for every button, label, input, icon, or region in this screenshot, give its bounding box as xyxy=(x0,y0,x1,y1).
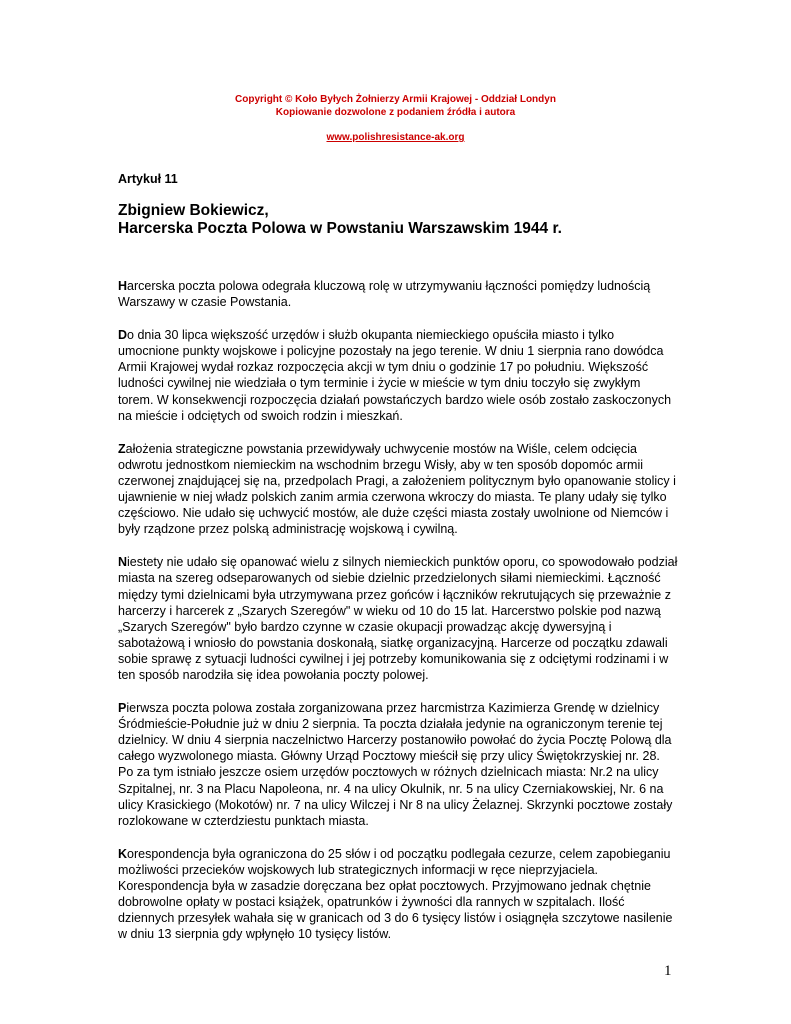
paragraph xyxy=(118,441,678,538)
paragraph xyxy=(118,554,678,683)
paragraph-text: o dnia 30 lipca większość urzędów i służb okupanta niemieckiego opuściła miasto i tylko umocnione punkty wojskowe i policyjne pozostały na jego terenie. W dniu 1 sierpnia rano dowódca Armii Krajowej wydał rozkaz rozpoczęcia akcji w tym dniu o godzinie 17 po południu. Większość ludności cywilnej nie wiedziała o tym terminie i życie w mieście w tym dniu toczyło się zwykłym torem. W konsekwencji rozpoczęcia działań powstańczych bardzo wiele osób zostało zaskoczonych na mieście i odciętych od swoich rodzin i mieszkań. xyxy=(118,328,672,423)
article-title: Harcerska Poczta Polowa w Powstaniu Warszawskim 1944 r. xyxy=(118,220,562,237)
article-label: Artykuł 11 xyxy=(118,172,178,186)
paragraph-text: ierwsza poczta polowa została zorganizowana przez harcmistrza Kazimierza Grendę w dzielnicy Śródmieście-Południe już w dniu 2 sierpnia. Ta poczta działała jedynie na ograniczonym terenie tej dzielnicy. W dniu 4 sierpnia naczelnictwo Harcerzy postanowiło powołać do życia Pocztę Polową dla całego wyzwolonego miasta. Główny Urząd Pocztowy mieścił się przy ulicy Świętokrzyskiej nr. 28. Po za tym istniało jeszcze osiem urzędów pocztowych w różnych dzielnicach miasta: Nr.2 na ulicy Szpitalnej, nr. 3 na Placu Napoleona, nr. 4 na ulicy Okulnik, nr. 5 na ulicy Czerniakowskiej, Nr. 6 na ulicy Krasickiego (Mokotów) nr. 7 na ulicy Wilczej i Nr 8 na ulicy Żelaznej. Skrzynki pocztowe zostały rozlokowane w czterdziestu punktach miasta. xyxy=(118,701,673,828)
article-author: Zbigniew Bokiewicz, xyxy=(118,202,269,219)
article-title-block xyxy=(118,202,718,238)
paragraph-initial: P xyxy=(118,701,127,716)
paragraph-text: arcerska poczta polowa odegrała kluczową rolę w utrzymywaniu łączności pomiędzy ludnością Warszawy w czasie Powstania. xyxy=(118,279,651,310)
paragraph-text: ałożenia strategiczne powstania przewidywały uchwycenie mostów na Wiśle, celem odcięcia odwrotu jednostkom niemieckim na wschodnim brzegu Wisły, aby w ten sposób dopomóc armii czerwonej znajdującej się na, przedpolach Pragi, a założeniem politycznym było opanowanie stolicy i ujawnienie w niej władz polskich zanim armia czerwona wkroczy do miasta. Te plany udały się tylko częściowo. Nie udało się uchwycić mostów, ale duże części miasta zostały uwolnione od Niemców i były rządzone przez polską administrację wojskową i cywilną. xyxy=(118,441,676,537)
paragraph xyxy=(118,846,678,943)
paragraph xyxy=(118,278,678,310)
paragraph xyxy=(118,700,678,829)
paragraph-initial: H xyxy=(118,279,128,293)
paragraph-initial: N xyxy=(118,555,128,570)
paragraph-text: orespondencja była ograniczona do 25 słów i od początku podlegała cezurze, celem zapobieganiu możliwości przecieków wojskowych lub strategicznych informacji w ręce nieprzyjaciela. Korespondencja była w zasadzie doręczana bez opłat pocztowych. Przyjmowano jednak chętnie dobrowolne opłaty w postaci książek, opatrunków i żywności dla rannych w szpitalach. Ilość dziennych przesyłek wahała się w granicach od 3 do 6 tysięcy listów i osiągnęła szczytowe nasilenie w dniu 13 sierpnia gdy wpłynęło 10 tysięcy listów. xyxy=(118,846,673,942)
page-number: 1 xyxy=(664,963,672,979)
website-link[interactable]: www.polishresistance-ak.org xyxy=(326,132,465,143)
paragraph-initial: D xyxy=(118,328,128,343)
paragraph-initial: Z xyxy=(118,441,126,456)
paragraph xyxy=(118,327,678,424)
copyright-line: Copyright © Koło Byłych Żołnierzy Armii Krajowej - Oddział Londyn xyxy=(235,94,556,105)
article-body xyxy=(118,278,678,959)
copy-notice-line: Kopiowanie dozwolone z podaniem źródła i autora xyxy=(275,107,516,118)
paragraph-text: iestety nie udało się opanować wielu z silnych niemieckich punktów oporu, co spowodowało podział miasta na szereg odseparowanych od siebie dzielnic przedzielonych siłami niemieckimi. Łączność między tymi dzielnicami była utrzymywana przez gońców i łączników rekrutujących się przeważnie z harcerzy i harcerek z „Szarych Szeregów" w wieku od 10 do 15 lat. Harcerstwo polskie pod nazwą „Szarych Szeregów" było bardzo czynne w czasie okupacji prowadząc akcję dywersyjną i sabotażową i wniosło do powstania doskonałą, siatkę organizacyjną. Harcerze od początku zdawali sobie sprawę z sytuacji ludności cywilnej i jej potrzeby komunikowania się z odciętymi rodzinami i w ten sposób narodziła się idea powołania poczty polowej. xyxy=(118,555,678,682)
paragraph-initial: K xyxy=(118,846,128,861)
